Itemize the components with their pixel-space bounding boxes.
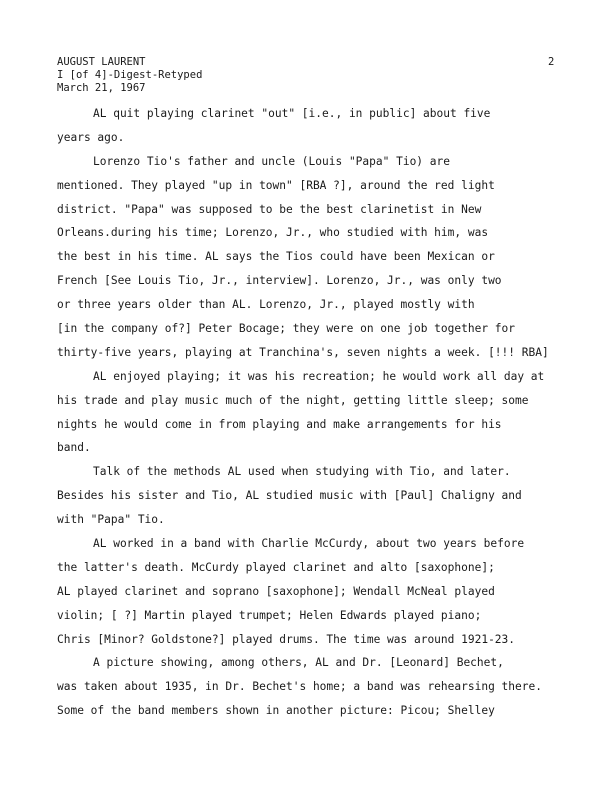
text-line: band. <box>57 441 91 455</box>
text-line: AL played clarinet and soprano [saxophone]; Wendall McNeal played <box>57 584 495 598</box>
interviewee-name: AUGUST LAURENT <box>57 56 146 68</box>
text-line: Some of the band members shown in another picture: Picou; Shelley <box>57 704 495 718</box>
text-line: years ago. <box>57 130 125 144</box>
text-line: Talk of the methods AL used when studying with Tio, and later. <box>93 465 511 479</box>
text-line: with "Papa" Tio. <box>57 513 165 527</box>
document-header <box>57 56 202 95</box>
text-line: thirty-five years, playing at Tranchina's, seven nights a week. [!!! RBA] <box>57 345 549 359</box>
interview-date: March 21, 1967 <box>57 82 146 94</box>
text-line: nights he would come in from playing and make arrangements for his <box>57 417 502 431</box>
text-line: the latter's death. McCurdy played clarinet and alto [saxophone]; <box>57 560 495 574</box>
text-line: his trade and play music much of the night, getting little sleep; some <box>57 393 529 407</box>
text-line: A picture showing, among others, AL and Dr. [Leonard] Bechet, <box>93 656 504 670</box>
text-line: AL quit playing clarinet "out" [i.e., in public] about five <box>93 107 491 120</box>
reel-info: I [of 4]-Digest-Retyped <box>57 69 203 81</box>
text-line: was taken about 1935, in Dr. Bechet's home; a band was rehearsing there. <box>57 680 542 694</box>
text-line: AL worked in a band with Charlie McCurdy, about two years before <box>93 537 525 551</box>
text-line: or three years older than AL. Lorenzo, Jr., played mostly with <box>57 298 475 312</box>
text-line: mentioned. They played "up in town" [RBA ?], around the red light <box>57 178 495 192</box>
text-line: violin; [ ?] Martin played trumpet; Helen Edwards played piano; <box>57 608 482 622</box>
text-line: [in the company of?] Peter Bocage; they were on one job together for <box>57 322 516 336</box>
text-line: district. "Papa" was supposed to be the best clarinetist in New <box>57 202 482 216</box>
digest-body <box>57 102 587 723</box>
text-line: the best in his time. AL says the Tios could have been Mexican or <box>57 250 495 264</box>
text-line: Besides his sister and Tio, AL studied music with [Paul] Chaligny and <box>57 489 522 503</box>
page-number: 2 <box>548 56 555 68</box>
text-line: Chris [Minor? Goldstone?] played drums. The time was around 1921-23. <box>57 632 516 646</box>
text-line: AL enjoyed playing; it was his recreation; he would work all day at <box>93 369 545 383</box>
text-line: Lorenzo Tio's father and uncle (Louis "Papa" Tio) are <box>93 154 450 168</box>
text-line: Orleans.during his time; Lorenzo, Jr., who studied with him, was <box>57 226 489 240</box>
text-line: French [See Louis Tio, Jr., interview]. Lorenzo, Jr., was only two <box>57 274 502 288</box>
